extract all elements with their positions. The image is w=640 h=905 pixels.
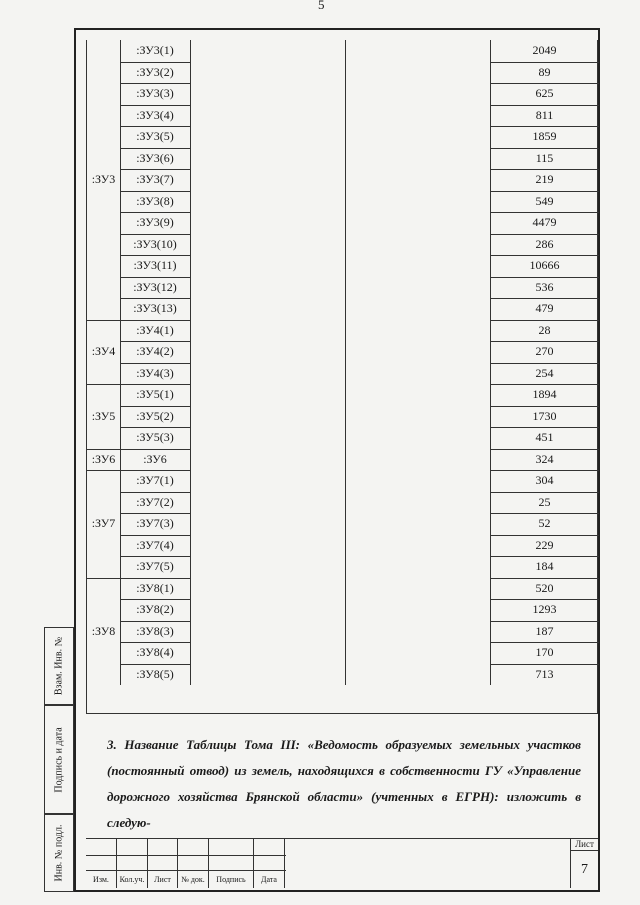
stamp-replacement-inv [44,627,74,705]
stamp-original-inv-label: Инв. № подл. [53,824,65,882]
area-cell: 4479 [532,215,557,230]
subplot-id-cell: :ЗУ4(2) [136,344,174,359]
subplot-id-cell: :ЗУ5(1) [136,387,174,402]
area-cell: 10666 [529,258,560,273]
tb-sheet-label: Лист [575,839,594,849]
stamp-replacement-inv-label: Взам. Инв. № [53,636,65,696]
area-cell: 229 [535,537,554,552]
area-cell: 286 [535,236,554,251]
subplot-id-cell: :ЗУ7(5) [136,559,174,574]
area-cell: 811 [535,107,554,122]
group-label: :ЗУ4 [91,344,116,359]
subplot-id-cell: :ЗУ3(12) [133,279,177,294]
area-cell: 713 [535,666,554,681]
tb-label-kol-uch: Кол.уч. [119,874,145,884]
area-cell: 28 [538,322,551,337]
subplot-id-cell: :ЗУ8(5) [136,666,174,681]
area-cell: 304 [535,473,554,488]
tb-label-izm: Изм. [93,874,109,884]
area-cell: 324 [535,451,554,466]
subplot-id-cell: :ЗУ3(13) [133,301,177,316]
subplot-id-cell: :ЗУ3(11) [133,258,177,273]
subplot-id-cell: :ЗУ3(2) [136,64,174,79]
area-cell: 1894 [532,387,557,402]
subplot-id-cell: :ЗУ3(4) [136,107,174,122]
stamp-original-inv [44,814,74,892]
area-cell: 270 [535,344,554,359]
area-cell: 89 [538,64,551,79]
column-rule [345,40,346,685]
subplot-id-cell: :ЗУ7(4) [136,537,174,552]
area-cell: 115 [535,150,554,165]
subplot-id-cell: :ЗУ4(3) [136,365,174,380]
subplot-id-cell: :ЗУ3(9) [136,215,174,230]
subplot-id-cell: :ЗУ4(1) [136,322,174,337]
subplot-id-cell: :ЗУ8(4) [136,645,174,660]
subplot-id-cell: :ЗУ8(1) [136,580,174,595]
subplot-id-cell: :ЗУ8(3) [136,623,174,638]
subplot-id-cell: :ЗУ8(2) [136,602,174,617]
group-label: :ЗУ7 [91,516,116,531]
subplot-id-cell: :ЗУ3(3) [136,86,174,101]
column-rule [190,40,191,685]
land-plot-table [86,40,598,714]
subplot-id-cell: :ЗУ5(3) [136,430,174,445]
subplot-id-cell: :ЗУ5(2) [136,408,174,423]
group-label: :ЗУ8 [91,623,116,638]
area-cell: 520 [535,580,554,595]
subplot-id-cell: :ЗУ7(2) [136,494,174,509]
tb-sheet-number: 7 [581,861,588,877]
title-block [86,838,598,888]
subplot-id-cell: :ЗУ3(10) [133,236,177,251]
subplot-id-cell: :ЗУ3(6) [136,150,174,165]
area-cell: 625 [535,86,554,101]
tb-label-list: Лист [154,874,171,884]
subplot-id-cell: :ЗУ3(5) [136,129,174,144]
area-cell: 187 [535,623,554,638]
area-cell: 254 [535,365,554,380]
group-label: :ЗУ3 [91,172,116,187]
area-cell: 184 [535,559,554,574]
area-cell: 549 [535,193,554,208]
subplot-id-cell: :ЗУ7(3) [136,516,174,531]
area-cell: 536 [535,279,554,294]
page-number: 5 [318,0,325,12]
stamp-signature-date [44,705,74,814]
area-cell: 451 [535,430,554,445]
area-cell: 2049 [532,43,557,58]
tb-label-doc: № док. [181,874,205,884]
area-cell: 1859 [532,129,557,144]
area-cell: 1730 [532,408,557,423]
area-cell: 219 [535,172,554,187]
group-label: :ЗУ5 [91,408,116,423]
tb-label-signature: Подпись [216,874,246,884]
subplot-id-cell: :ЗУ7(1) [136,473,174,488]
subplot-id-cell: :ЗУ3(7) [136,172,174,187]
area-cell: 52 [538,516,551,531]
group-label: :ЗУ6 [91,451,116,466]
subplot-id-cell: :ЗУ3(1) [136,43,174,58]
subplot-id-cell: :ЗУ6 [143,451,167,466]
amendment-paragraph: 3. Название Таблицы Тома III: «Ведомость образуемых земельных участков (постоянный отвод) из земель, находящихся в собственности ГУ «Управление дорожного хозяйства Брянской области» (учтенных в ЕГРН): изложить в следую- [107,737,581,830]
area-cell: 170 [535,645,554,660]
subplot-id-cell: :ЗУ3(8) [136,193,174,208]
stamp-signature-date-label: Подпись и дата [53,726,65,793]
tb-label-date: Дата [261,874,277,884]
area-cell: 1293 [532,602,557,617]
area-cell: 479 [535,301,554,316]
area-cell: 25 [538,494,551,509]
